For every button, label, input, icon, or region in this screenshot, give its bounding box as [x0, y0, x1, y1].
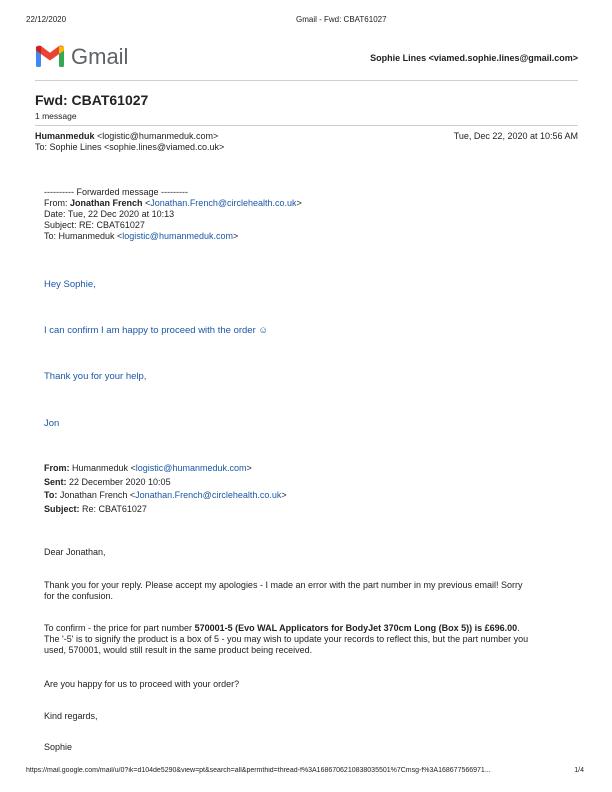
- forward-to-email-link[interactable]: logistic@humanmeduk.com: [122, 231, 233, 241]
- divider: [35, 80, 578, 81]
- quoted-paragraph-2-line2: The '-5' is to signify the product is a box of 5 - you may wish to update your records to reflect this, but the part number you: [44, 634, 529, 644]
- recipient-line: To: Sophie Lines <sophie.lines@viamed.co.uk>: [35, 142, 225, 152]
- quoted-paragraph-2-line3: used, 570001, would still result in the same product being received.: [44, 645, 313, 655]
- page-number: 1/4: [574, 767, 584, 774]
- quoted-question: Are you happy for us to proceed with your order?: [44, 679, 240, 689]
- quoted-name: Sophie: [44, 742, 73, 752]
- forward-from: From: Jonathan French <Jonathan.French@circlehealth.co.uk>: [44, 198, 302, 208]
- forward-subject: Subject: RE: CBAT61027: [44, 220, 145, 230]
- divider: [35, 125, 578, 126]
- reply-line: I can confirm I am happy to proceed with the order ☺: [44, 325, 269, 336]
- message-date: Tue, Dec 22, 2020 at 10:56 AM: [453, 131, 578, 141]
- quoted-greeting: Dear Jonathan,: [44, 547, 106, 557]
- thread-subject: Fwd: CBAT61027: [35, 92, 149, 108]
- forward-marker: ---------- Forwarded message ---------: [44, 187, 188, 197]
- print-url: https://mail.google.com/mail/u/0?ik=d104de5290&view=pt&search=all&permthid=thread-f%3A1686706210838035501%7Cmsg-f%3A168677566971...: [26, 767, 491, 774]
- quoted-closing: Kind regards,: [44, 711, 98, 721]
- quoted-to-email-link[interactable]: Jonathan.French@circlehealth.co.uk: [135, 490, 282, 500]
- forward-to: To: Humanmeduk <logistic@humanmeduk.com>: [44, 231, 239, 241]
- quoted-to: To: Jonathan French <Jonathan.French@circlehealth.co.uk>: [44, 490, 287, 500]
- forward-from-email-link[interactable]: Jonathan.French@circlehealth.co.uk: [150, 198, 297, 208]
- message-count: 1 message: [35, 111, 77, 121]
- quoted-paragraph-1-cont: for the confusion.: [44, 591, 114, 601]
- reply-signature: Jon: [44, 418, 60, 429]
- quoted-subject: Subject: Re: CBAT61027: [44, 504, 147, 514]
- sender-email: <logistic@humanmeduk.com>: [97, 131, 219, 141]
- forward-from-name: Jonathan French: [70, 198, 143, 208]
- quoted-from: From: Humanmeduk <logistic@humanmeduk.com>: [44, 463, 252, 473]
- gmail-wordmark: Gmail: [71, 44, 129, 69]
- reply-thanks: Thank you for your help,: [44, 371, 147, 382]
- quoted-sent: Sent: 22 December 2020 10:05: [44, 477, 171, 487]
- print-title: Gmail - Fwd: CBAT61027: [296, 15, 387, 24]
- forward-date: Date: Tue, 22 Dec 2020 at 10:13: [44, 209, 175, 219]
- quoted-paragraph-2: To confirm - the price for part number 570001-5 (Evo WAL Applicators for BodyJet 370cm Long (Box 5)) is £696.00.: [44, 623, 520, 633]
- reply-greeting: Hey Sophie,: [44, 279, 96, 290]
- account-label: Sophie Lines <viamed.sophie.lines@gmail.com>: [370, 53, 578, 63]
- quoted-from-email-link[interactable]: logistic@humanmeduk.com: [135, 463, 247, 473]
- print-date: 22/12/2020: [26, 15, 67, 24]
- part-number-highlight: 570001-5 (Evo WAL Applicators for BodyJet 370cm Long (Box 5)) is £696.00: [194, 623, 518, 633]
- gmail-logo-icon: [35, 44, 65, 68]
- sender-name: Humanmeduk: [35, 131, 95, 141]
- quoted-paragraph-1: Thank you for your reply. Please accept my apologies - I made an error with the part number in my previous email! Sorry: [44, 580, 523, 590]
- sender-line: [35, 131, 218, 141]
